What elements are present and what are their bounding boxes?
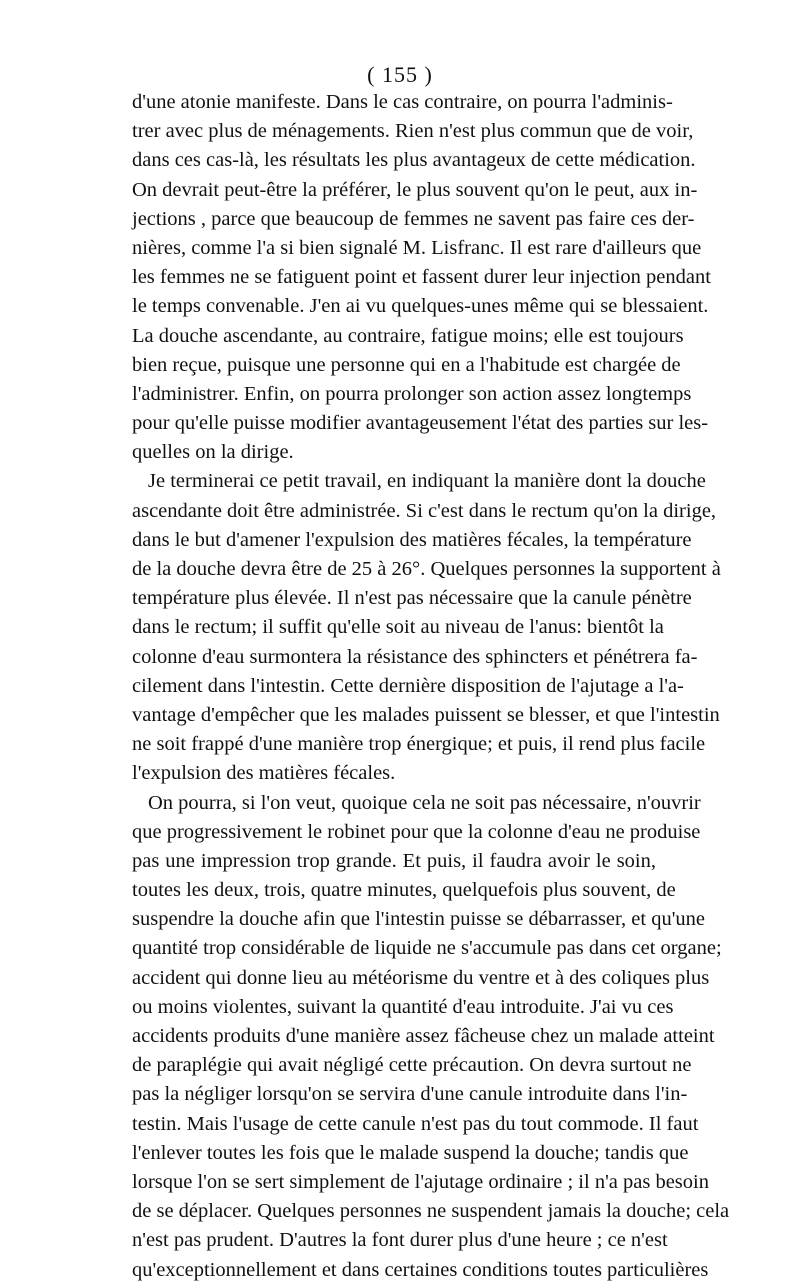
text-line: l'enlever toutes les fois que le malade suspend la douche; tandis que [132, 1141, 689, 1164]
text-line: quelles on la dirige. [132, 441, 294, 464]
text-line: trer avec plus de ménagements. Rien n'est plus commun que de voir, [132, 120, 694, 143]
text-line: dans le rectum; il suffit qu'elle soit au niveau de l'anus: bientôt la [132, 616, 664, 639]
text-line: le temps convenable. J'en ai vu quelques-unes même qui se blessaient. [132, 295, 709, 318]
text-line: qu'exceptionnellement et dans certaines conditions toutes particulières [132, 1258, 709, 1281]
text-line: l'administrer. Enfin, on pourra prolonger son action assez longtemps [132, 382, 692, 405]
body-text [132, 88, 730, 1285]
text-line: dans ces cas-là, les résultats les plus avantageux de cette médication. [132, 149, 696, 172]
text-line: n'est pas prudent. D'autres la font durer plus d'une heure ; ce n'est [132, 1229, 668, 1252]
text-line: Je terminerai ce petit travail, en indiquant la manière dont la douche [148, 470, 706, 493]
paragraph-1 [132, 88, 711, 467]
text-line: quantité trop considérable de liquide ne s'accumule pas dans cet organe; [132, 937, 722, 960]
text-line: On pourra, si l'on veut, quoique cela ne soit pas nécessaire, n'ouvrir [148, 791, 701, 814]
text-line: nières, comme l'a si bien signalé M. Lisfranc. Il est rare d'ailleurs que [132, 236, 702, 259]
paragraph-2 [132, 467, 721, 788]
text-line: lorsque l'on se sert simplement de l'ajutage ordinaire ; il n'a pas besoin [132, 1170, 709, 1193]
text-line: ne soit frappé d'une manière trop énergique; et puis, il rend plus facile [132, 733, 706, 756]
text-line: ou moins violentes, suivant la quantité d'eau introduite. J'ai vu ces [132, 995, 674, 1018]
text-line: On devrait peut-être la préférer, le plus souvent qu'on le peut, aux in- [132, 178, 698, 201]
text-line: pour qu'elle puisse modifier avantageusement l'état des parties sur les- [132, 412, 709, 435]
text-line: que progressivement le robinet pour que la colonne d'eau ne produise [132, 820, 701, 843]
paragraph-3 [132, 789, 730, 1285]
text-line: suspendre la douche afin que l'intestin puisse se débarrasser, et qu'une [132, 908, 705, 931]
text-line: les femmes ne se fatiguent point et fassent durer leur injection pendant [132, 266, 711, 289]
text-line: La douche ascendante, au contraire, fatigue moins; elle est toujours [132, 324, 684, 347]
text-line: toutes les deux, trois, quatre minutes, quelquefois plus souvent, de [132, 879, 676, 902]
text-line: température plus élevée. Il n'est pas nécessaire que la canule pénètre [132, 587, 692, 610]
text-line: accidents produits d'une manière assez fâcheuse chez un malade atteint [132, 1025, 715, 1047]
text-line: pas la négliger lorsqu'on se servira d'une canule introduite dans l'in- [132, 1083, 688, 1106]
text-line: l'expulsion des matières fécales. [132, 762, 396, 785]
page-number: ( 155 ) [367, 62, 433, 87]
text-line: de se déplacer. Quelques personnes ne suspendent jamais la douche; cela [132, 1200, 730, 1223]
text-line: jections , parce que beaucoup de femmes ne savent pas faire ces der- [132, 207, 695, 230]
text-line: de la douche devra être de 25 à 26°. Quelques personnes la supportent à [132, 558, 721, 580]
text-line: pas une impression trop grande. Et puis, il faudra avoir le soin, [132, 849, 656, 872]
text-line: accident qui donne lieu au météorisme du ventre et à des coliques plus [132, 966, 710, 989]
text-line: bien reçue, puisque une personne qui en a l'habitude est chargée de [132, 353, 681, 376]
text-line: colonne d'eau surmontera la résistance des sphincters et pénétrera fa- [132, 645, 698, 668]
text-line: de paraplégie qui avait négligé cette précaution. On devra surtout ne [132, 1054, 692, 1077]
text-line: ascendante doit être administrée. Si c'est dans le rectum qu'on la dirige, [132, 499, 717, 522]
text-line: testin. Mais l'usage de cette canule n'est pas du tout commode. Il faut [132, 1112, 699, 1135]
text-line: d'une atonie manifeste. Dans le cas contraire, on pourra l'adminis- [132, 91, 673, 113]
text-line: cilement dans l'intestin. Cette dernière disposition de l'ajutage a l'a- [132, 674, 684, 697]
text-line: dans le but d'amener l'expulsion des matières fécales, la température [132, 528, 692, 551]
text-line: vantage d'empêcher que les malades puissent se blesser, et que l'intestin [132, 703, 720, 726]
